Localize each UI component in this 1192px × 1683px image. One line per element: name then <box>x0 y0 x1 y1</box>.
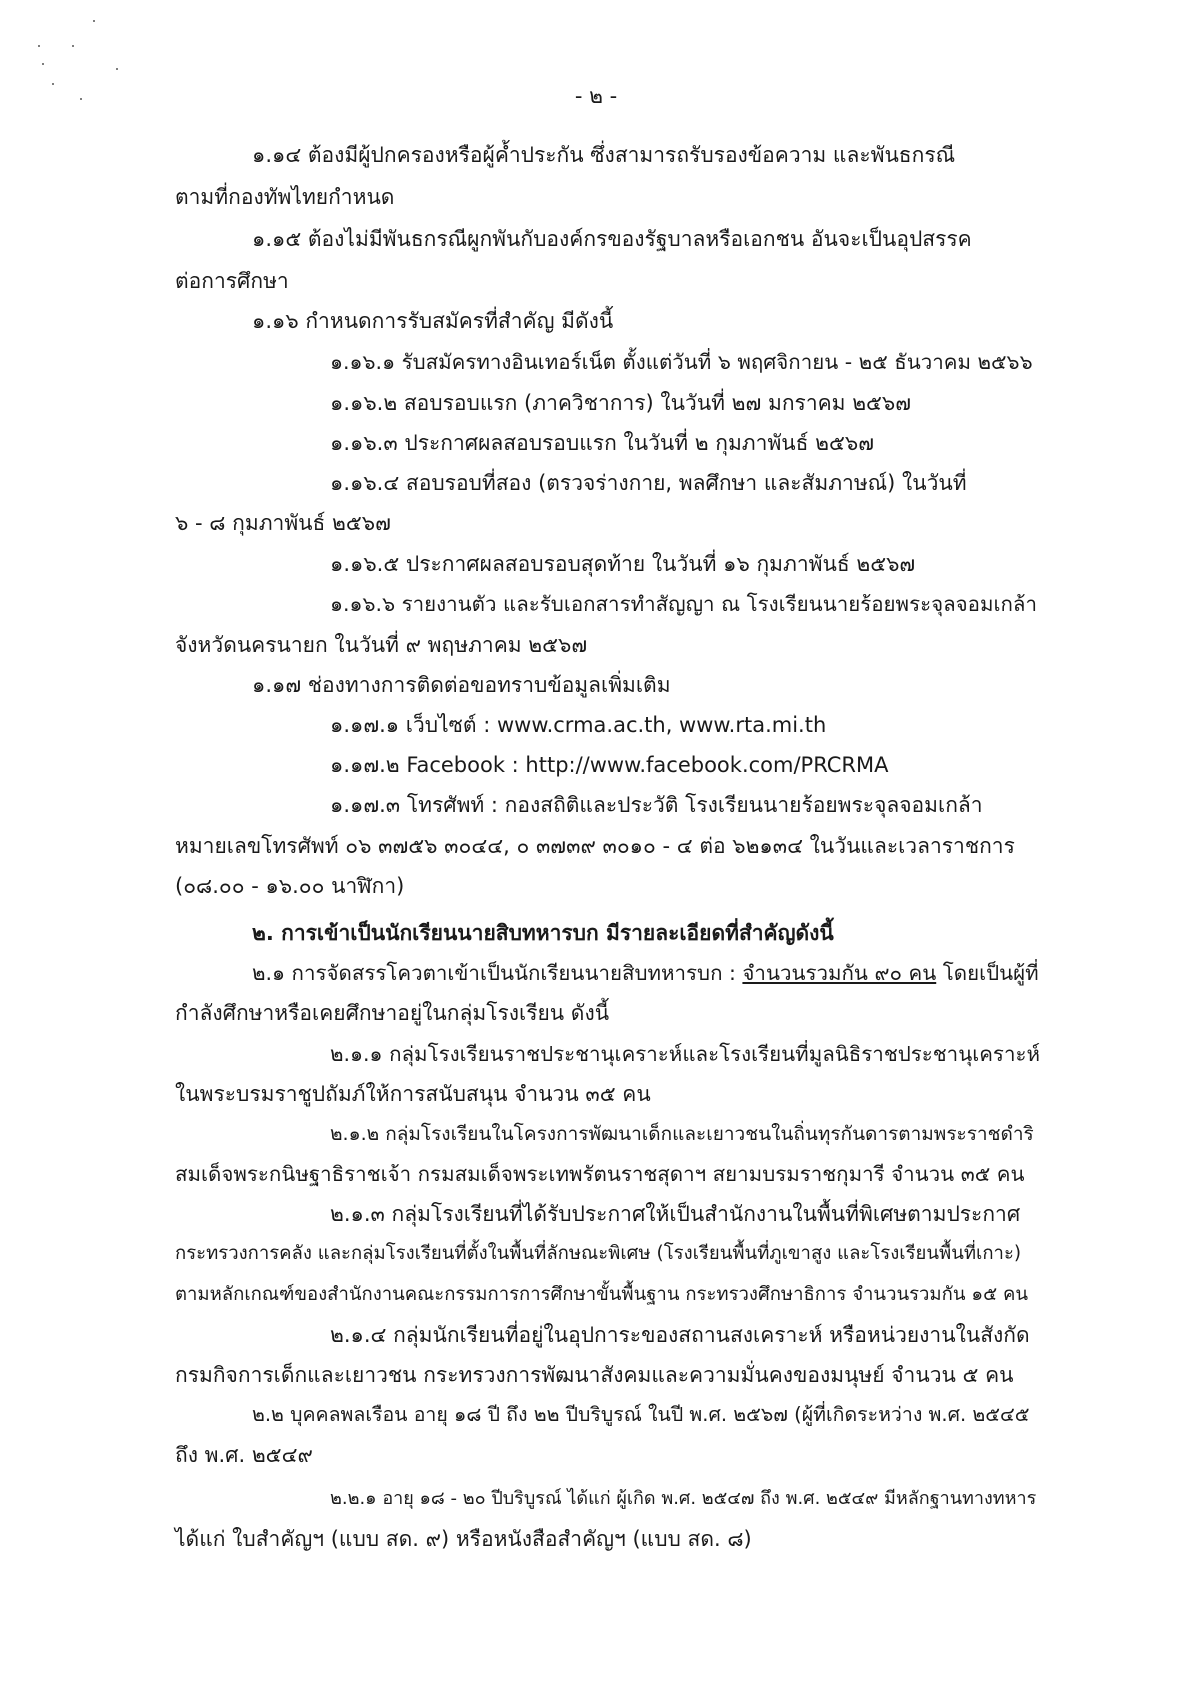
text-line: ๑.๑๗ ช่องทางการติดต่อขอทราบข้อมูลเพิ่มเติม <box>252 673 671 697</box>
text-line: ต่อการศึกษา <box>175 269 289 293</box>
text-line: ตามหลักเกณฑ์ของสำนักงานคณะกรรมการการศึกษาขั้นพื้นฐาน กระทรวงศึกษาธิการ จำนวนรวมกัน ๑๕ คน <box>175 1284 1028 1305</box>
text-line: ๑.๑๖.๓ ประกาศผลสอบรอบแรก ในวันที่ ๒ กุมภาพันธ์ ๒๕๖๗ <box>330 431 874 455</box>
text-line: กระทรวงการคลัง และกลุ่มโรงเรียนที่ตั้งในพื้นที่ลักษณะพิเศษ (โรงเรียนพื้นที่ภูเขาสูง และโรงเรียนพื้นที่เกาะ) <box>175 1243 1022 1264</box>
text-line: ๒.๑.๑ กลุ่มโรงเรียนราชประชานุเคราะห์และโรงเรียนที่มูลนิธิราชประชานุเคราะห์ <box>330 1042 1040 1066</box>
text-line: ๒.๑.๔ กลุ่มนักเรียนที่อยู่ในอุปการะของสถานสงเคราะห์ หรือหน่วยงานในสังกัด <box>330 1323 1030 1347</box>
text-line: ๒.๑.๒ กลุ่มโรงเรียนในโครงการพัฒนาเด็กและเยาวชนในถิ่นทุรกันดารตามพระราชดำริ <box>330 1123 1034 1145</box>
text-line: ๑.๑๖.๖ รายงานตัว และรับเอกสารทำสัญญา ณ โรงเรียนนายร้อยพระจุลจอมเกล้า <box>330 592 1037 616</box>
page-number: - ๒ - <box>574 84 618 108</box>
text-line: ๑.๑๔ ต้องมีผู้ปกครองหรือผู้ค้ำประกัน ซึ่งสามารถรับรองข้อความ และพันธกรณี <box>252 143 956 167</box>
text-line: ๑.๑๕ ต้องไม่มีพันธกรณีผูกพันกับองค์กรของรัฐบาลหรือเอกชน อันจะเป็นอุปสรรค <box>252 227 972 251</box>
text-line: ๑.๑๖.๕ ประกาศผลสอบรอบสุดท้าย ในวันที่ ๑๖ กุมภาพันธ์ ๒๕๖๗ <box>330 552 916 576</box>
text-line: ๖ - ๘ กุมภาพันธ์ ๒๕๖๗ <box>175 511 391 535</box>
text-line: ในพระบรมราชูปถัมภ์ให้การสนับสนุน จำนวน ๓๕ คน <box>175 1082 651 1106</box>
text-line: จังหวัดนครนายก ในวันที่ ๙ พฤษภาคม ๒๕๖๗ <box>175 633 588 657</box>
text-segment: โดยเป็นผู้ที่ <box>936 961 1039 985</box>
text-line: ๒.๑.๓ กลุ่มโรงเรียนที่ได้รับประกาศให้เป็นสำนักงานในพื้นที่พิเศษตามประกาศ <box>330 1202 1021 1226</box>
text-line: (๐๘.๐๐ - ๑๖.๐๐ นาฬิกา) <box>175 874 405 898</box>
text-line: ได้แก่ ใบสำคัญฯ (แบบ สด. ๙) หรือหนังสือสำคัญฯ (แบบ สด. ๘) <box>175 1527 752 1551</box>
text-line <box>252 958 1039 988</box>
quota-total: จำนวนรวมกัน ๙๐ คน <box>742 961 937 985</box>
text-line: ๑.๑๖.๒ สอบรอบแรก (ภาควิชาการ) ในวันที่ ๒๗ มกราคม ๒๕๖๗ <box>330 391 912 415</box>
text-line: ๑.๑๗.๑ เว็บไซต์ : www.crma.ac.th, www.rta.mi.th <box>330 713 827 737</box>
text-line: ๑.๑๖ กำหนดการรับสมัครที่สำคัญ มีดังนี้ <box>252 309 614 333</box>
text-line: หมายเลขโทรศัพท์ ๐๖ ๓๗๕๖ ๓๐๔๔, ๐ ๓๗๓๙ ๓๐๑๐ - ๔ ต่อ ๖๒๑๓๔ ในวันและเวลาราชการ <box>175 834 1015 858</box>
text-line: ถึง พ.ศ. ๒๕๔๙ <box>175 1443 313 1467</box>
text-line: กำลังศึกษาหรือเคยศึกษาอยู่ในกลุ่มโรงเรียน ดังนี้ <box>175 1001 610 1025</box>
text-line: ๑.๑๗.๒ Facebook : http://www.facebook.com/PRCRMA <box>330 753 889 777</box>
text-line: ๑.๑๗.๓ โทรศัพท์ : กองสถิติและประวัติ โรงเรียนนายร้อยพระจุลจอมเกล้า <box>330 793 983 817</box>
section-heading: ๒. การเข้าเป็นนักเรียนนายสิบทหารบก มีรายละเอียดที่สำคัญดังนี้ <box>252 921 834 945</box>
text-line: ๑.๑๖.๑ รับสมัครทางอินเทอร์เน็ต ตั้งแต่วันที่ ๖ พฤศจิกายน - ๒๕ ธันวาคม ๒๕๖๖ <box>330 350 1033 374</box>
text-line: สมเด็จพระกนิษฐาธิราชเจ้า กรมสมเด็จพระเทพรัตนราชสุดาฯ สยามบรมราชกุมารี จำนวน ๓๕ คน <box>175 1162 1025 1186</box>
text-line: ๒.๒ บุคคลพลเรือน อายุ ๑๘ ปี ถึง ๒๒ ปีบริบูรณ์ ในปี พ.ศ. ๒๕๖๗ (ผู้ที่เกิดระหว่าง พ.ศ. ๒๕๔๕ <box>252 1403 1030 1426</box>
text-segment: ๒.๑ การจัดสรรโควตาเข้าเป็นนักเรียนนายสิบทหารบก : <box>252 961 743 985</box>
text-line: กรมกิจการเด็กและเยาวชน กระทรวงการพัฒนาสังคมและความมั่นคงของมนุษย์ จำนวน ๕ คน <box>175 1363 1014 1387</box>
text-line: ๑.๑๖.๔ สอบรอบที่สอง (ตรวจร่างกาย, พลศึกษา และสัมภาษณ์) ในวันที่ <box>330 471 967 495</box>
text-line: ตามที่กองทัพไทยกำหนด <box>175 185 395 209</box>
text-line: ๒.๒.๑ อายุ ๑๘ - ๒๐ ปีบริบูรณ์ ได้แก่ ผู้เกิด พ.ศ. ๒๕๔๗ ถึง พ.ศ. ๒๕๔๙ มีหลักฐานทางทหาร <box>330 1488 1037 1509</box>
